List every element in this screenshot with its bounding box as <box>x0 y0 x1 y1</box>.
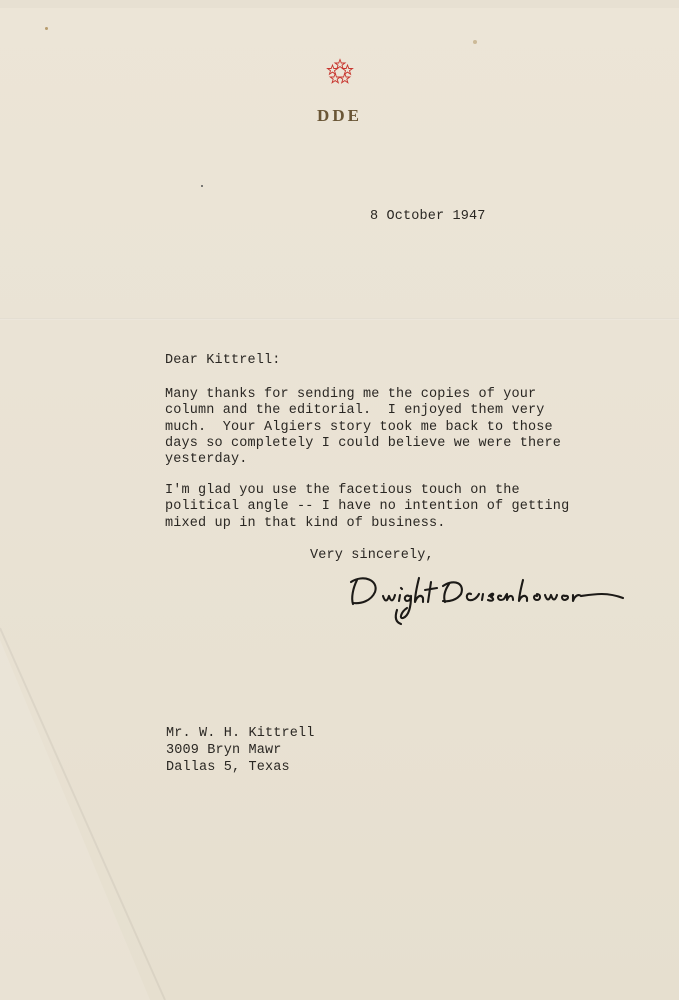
horizontal-fold-line <box>0 318 679 320</box>
body-paragraph-1: Many thanks for sending me the copies of your column and the editorial. I enjoyed them very much. Your Algiers story took me back to those days so completely I could believe we were there yesterday. <box>165 387 562 468</box>
body-paragraph-2: I'm glad you use the facetious touch on the political angle -- I have no intention of getting mixed up in that kind of business. <box>165 483 570 531</box>
salutation: Dear Kittrell: <box>165 353 281 368</box>
five-star-insignia-icon <box>326 58 354 86</box>
handwritten-signature <box>345 566 630 626</box>
paper-speck <box>45 27 48 30</box>
recipient-city: Dallas 5, Texas <box>166 760 290 775</box>
paper-speck <box>201 185 203 187</box>
complimentary-closing: Very sincerely, <box>310 548 434 563</box>
recipient-street: 3009 Bryn Mawr <box>166 743 282 758</box>
recipient-name: Mr. W. H. Kittrell <box>166 726 315 741</box>
letterhead-initials: DDE <box>317 106 362 125</box>
letter-date: 8 October 1947 <box>370 209 486 224</box>
paper-speck <box>473 40 477 44</box>
